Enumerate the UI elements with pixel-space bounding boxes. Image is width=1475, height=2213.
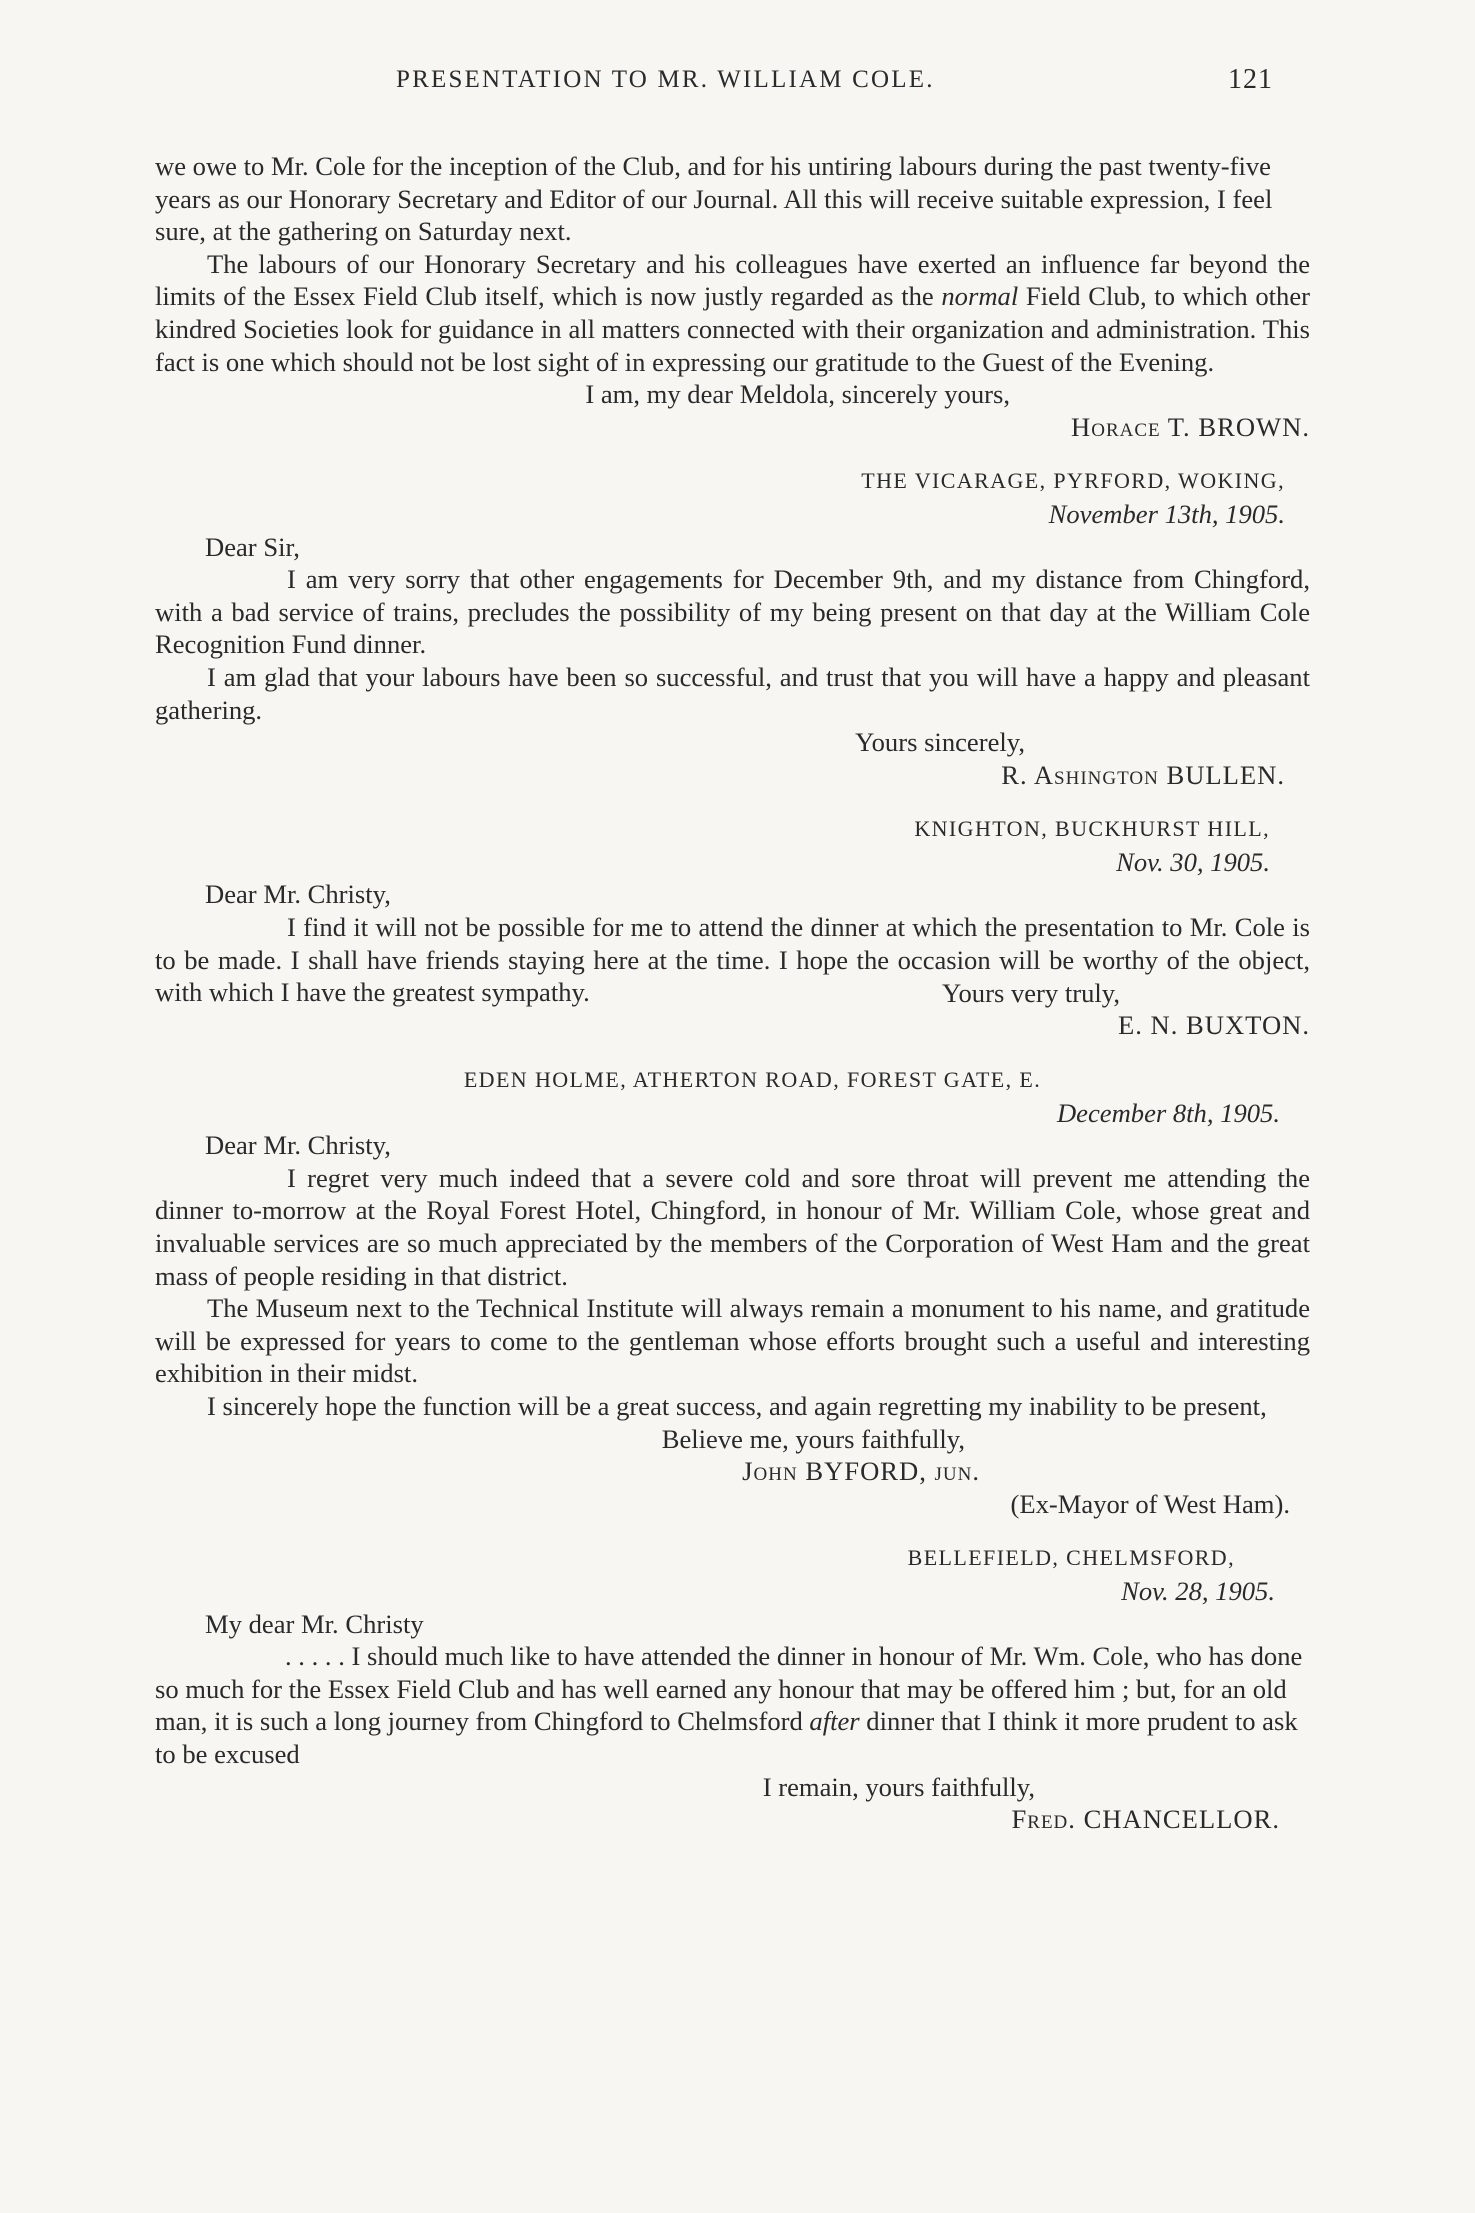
running-head [0, 66, 1475, 106]
letter-closing: I remain, yours faithfully, [762, 1771, 1035, 1802]
text-run: dinner that I think it more prudent to ask to be excused [155, 1706, 1298, 1769]
text-run: The labours of our Honorary Secretary and his colleagues have exerted an influence far beyond the limits of the Essex Field Club itself, which is now justly regarded as the [155, 248, 1310, 312]
signature-text: Horace T. BROWN. [1071, 411, 1310, 442]
signature-text: John BYFORD, jun. [742, 1456, 980, 1487]
letter-date [155, 846, 1270, 879]
letter-brown [155, 150, 1310, 443]
letter-paragraph: I find it will not be possible for me to attend the dinner at which the presentation to Mr. Cole is to be made. I shall have friends staying here at the time. I hope the occasion will be worthy of the object, with which I have the greatest sympathy. [155, 912, 1310, 1008]
letter-closing: I am, my dear Meldola, sincerely yours, [585, 379, 1010, 410]
letter-paragraph: I am very sorry that other engagements for December 9th, and my distance from Chingford, with a bad service of trains, precludes the possibility of my being present on that day at the William Cole Recognition Fund dinner. [155, 564, 1310, 660]
text-run: Field Club, to which other kindred Societies look for guidance in all matters connected with their organization and administration. This fact is one which should not be lost sight of in expressing our gratitude to the Guest of the Evening. [155, 281, 1310, 377]
letter-date [155, 1575, 1275, 1608]
letter-signature: E. N. BUXTON. [1117, 1010, 1310, 1041]
letter-paragraph: I regret very much indeed that a severe cold and sore throat will prevent me attending the dinner to-morrow at the Royal Forest Hotel, Chingford, in honour of Mr. William Cole, whose great and invaluable services are so much appreciated by the members of the Corporation of West Ham and the great mass of people residing in that district. [155, 1162, 1310, 1291]
letter-address: EDEN HOLME, ATHERTON ROAD, FOREST GATE, E. [463, 1067, 1042, 1093]
date-text: Nov. 28, 1905. [1121, 1575, 1275, 1606]
letter-signature [155, 1455, 1310, 1488]
letter-signatory-title: (Ex-Mayor of West Ham). [1010, 1488, 1290, 1519]
letter-bullen [155, 465, 1310, 791]
letter-paragraph: we owe to Mr. Cole for the inception of the Club, and for his untiring labours during the past twenty-five years as our Honorary Secretary and Editor of our Journal. All this will receive suitable expression, I feel sure, at the gathering on Saturday next. [155, 151, 1273, 247]
letter-paragraph: I sincerely hope the function will be a great success, and again regretting my inability to be present, [207, 1390, 1267, 1421]
letter-closing: Yours sincerely, [855, 727, 1025, 758]
date-text: Nov. 30, 1905. [1116, 846, 1270, 877]
date-text: November 13th, 1905. [1048, 498, 1285, 529]
text-run: I should much like to have attended the dinner in honour of Mr. Wm. Cole, who has done so much for the Essex Field Club and has well earned any honour that may be offered him ; but, for an old man, it is such a long journey from Chingford to Chelmsford [155, 1641, 1303, 1737]
letter-closing: Yours very truly, [941, 977, 1120, 1008]
letter-salutation: Dear Sir, [205, 531, 300, 562]
letter-closing: Believe me, yours faithfully, [661, 1423, 965, 1454]
letter-signature [155, 759, 1310, 792]
letter-address: THE VICARAGE, PYRFORD, WOKING, [861, 468, 1285, 494]
letter-paragraph: I am glad that your labours have been so successful, and trust that you will have a happy and pleasant gathering. [155, 661, 1310, 725]
signature-text: Fred. CHANCELLOR. [1011, 1804, 1280, 1835]
body-text [155, 150, 1310, 1836]
letter-salutation: Dear Mr. Christy, [205, 1130, 391, 1161]
letter-byford [155, 1064, 1310, 1520]
letter-paragraph [155, 248, 1310, 378]
date-text: December 8th, 1905. [1056, 1097, 1280, 1128]
letter-date [155, 1097, 1280, 1130]
letter-salutation: My dear Mr. Christy [205, 1608, 424, 1639]
signature-text: R. Ashington BULLEN. [1001, 759, 1285, 790]
letter-signature [155, 411, 1310, 444]
ellipsis-text: . . . . . [285, 1641, 345, 1672]
page-number: 121 [1228, 64, 1273, 95]
letter-buxton [155, 813, 1310, 1042]
letter-paragraph [155, 1640, 1310, 1770]
letter-address: KNIGHTON, BUCKHURST HILL, [914, 816, 1270, 842]
letter-salutation: Dear Mr. Christy, [205, 879, 391, 910]
letter-chancellor [155, 1542, 1310, 1835]
letter-address: BELLEFIELD, CHELMSFORD, [907, 1545, 1235, 1571]
letter-paragraph: The Museum next to the Technical Institute will always remain a monument to his name, and gratitude will be expressed for years to come to the gentleman whose efforts brought such a useful and interesting exhibition in their midst. [155, 1293, 1310, 1389]
letter-signature [155, 1803, 1310, 1836]
running-title: PRESENTATION TO MR. WILLIAM COLE. [396, 66, 935, 93]
letter-date [155, 498, 1285, 531]
emphasis-text: after [809, 1706, 860, 1737]
emphasis-text: normal [941, 281, 1019, 312]
